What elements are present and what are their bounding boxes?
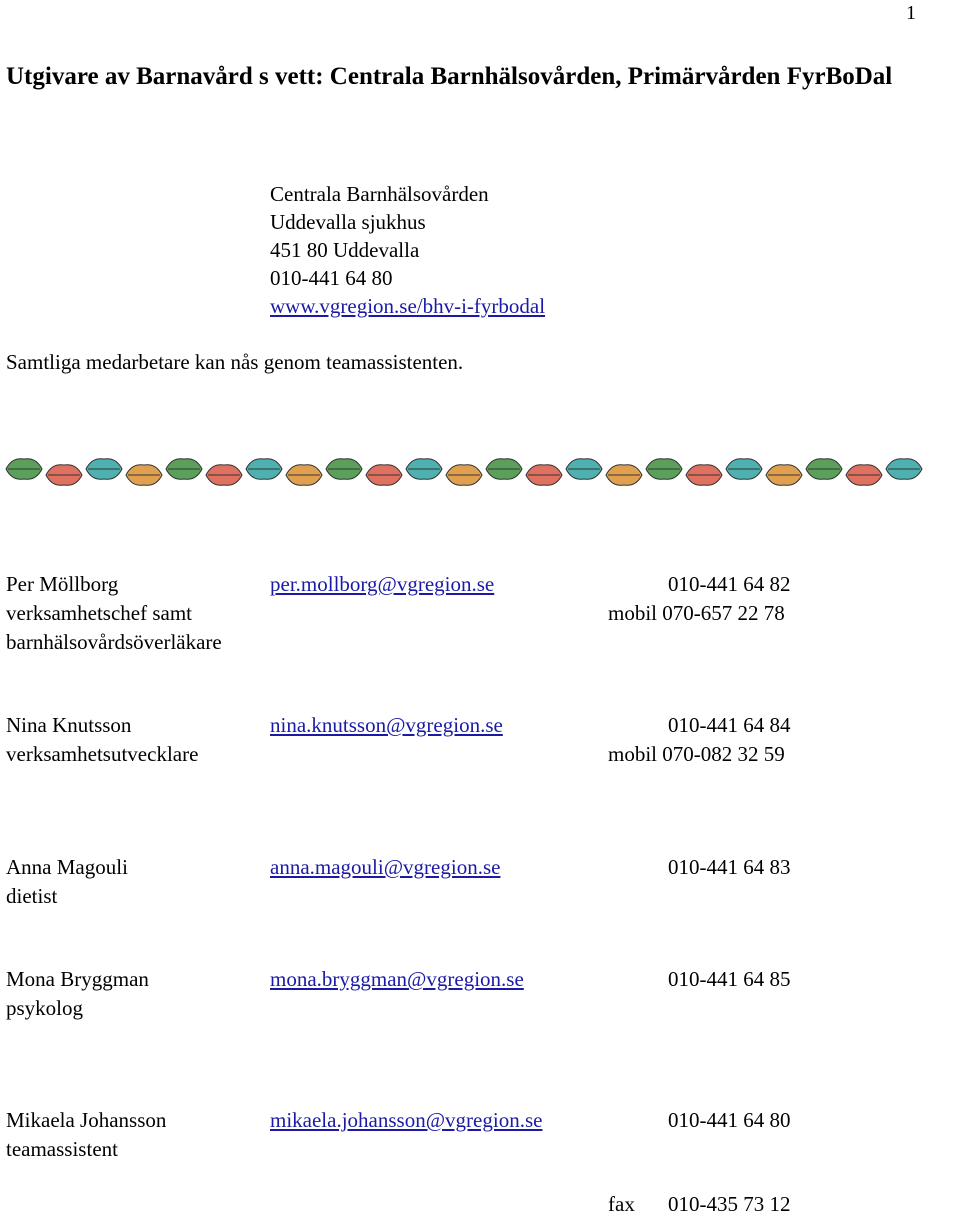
address-phone: 010-441 64 80 — [270, 266, 393, 290]
contact-name: Mikaela Johansson — [6, 1108, 167, 1132]
leaf-icon — [286, 465, 322, 486]
contact-role: dietist — [6, 884, 58, 908]
contact-phone: 010-441 64 85 — [668, 967, 791, 991]
leaf-icon — [366, 465, 402, 486]
contact-role-line-2: barnhälsovårdsöverläkare — [6, 630, 222, 654]
page-number: 1 — [906, 2, 916, 24]
contact-name: Anna Magouli — [6, 855, 128, 879]
contact-phone: 010-441 64 82 — [668, 572, 791, 596]
contact-email-link[interactable]: mikaela.johansson@vgregion.se — [270, 1108, 543, 1132]
leaf-icon — [326, 459, 362, 480]
contact-phone: 010-441 64 84 — [668, 713, 791, 737]
address-line-1: Centrala Barnhälsovården — [270, 182, 489, 206]
leaf-icon — [646, 459, 682, 480]
leaf-icon — [486, 459, 522, 480]
contact-role: teamassistent — [6, 1137, 118, 1161]
leaf-icon — [246, 459, 282, 480]
leaf-icon — [526, 465, 562, 486]
fax-label: fax — [608, 1192, 635, 1216]
leaf-icon — [886, 459, 922, 480]
contact-name: Mona Bryggman — [6, 967, 149, 991]
leaf-icon — [446, 465, 482, 486]
leaf-icon — [166, 459, 202, 480]
contact-phone: 010-441 64 83 — [668, 855, 791, 879]
contact-email-link[interactable]: mona.bryggman@vgregion.se — [270, 967, 524, 991]
leaf-icon — [46, 465, 82, 486]
leaf-icon — [806, 459, 842, 480]
contact-phone: 010-441 64 80 — [668, 1108, 791, 1132]
leaf-icon — [606, 465, 642, 486]
page-title: Utgivare av Barnavård s vett: Centrala Barnhälsovården, Primärvården FyrBoDal — [6, 63, 893, 90]
address-line-2: Uddevalla sjukhus — [270, 210, 426, 234]
leaf-icon — [86, 459, 122, 480]
leaf-icon — [686, 465, 722, 486]
leaf-icon — [766, 465, 802, 486]
contact-mobile: mobil 070-082 32 59 — [608, 742, 785, 766]
leaf-icon — [206, 465, 242, 486]
contact-email-link[interactable]: per.mollborg@vgregion.se — [270, 572, 495, 596]
leaf-icon — [726, 459, 762, 480]
contact-role: psykolog — [6, 996, 84, 1020]
leaf-icon — [566, 459, 602, 480]
leaf-icon — [846, 465, 882, 486]
contact-email-link[interactable]: anna.magouli@vgregion.se — [270, 855, 501, 879]
fax-number: 010-435 73 12 — [668, 1192, 791, 1216]
website-link[interactable]: www.vgregion.se/bhv-i-fyrbodal — [270, 294, 546, 318]
contact-mobile: mobil 070-657 22 78 — [608, 601, 785, 625]
contact-email-link[interactable]: nina.knutsson@vgregion.se — [270, 713, 503, 737]
leaf-icon — [6, 459, 42, 480]
leaf-icon — [126, 465, 162, 486]
contact-name: Nina Knutsson — [6, 713, 132, 737]
contact-name: Per Möllborg — [6, 572, 119, 596]
contact-note: Samtliga medarbetare kan nås genom teamassistenten. — [6, 350, 464, 374]
address-block — [270, 180, 545, 320]
address-line-3: 451 80 Uddevalla — [270, 238, 420, 262]
contact-role: verksamhetschef samt — [6, 601, 193, 625]
leaf-border-decoration — [4, 452, 954, 492]
leaf-icon — [406, 459, 442, 480]
contact-role: verksamhetsutvecklare — [6, 742, 199, 766]
